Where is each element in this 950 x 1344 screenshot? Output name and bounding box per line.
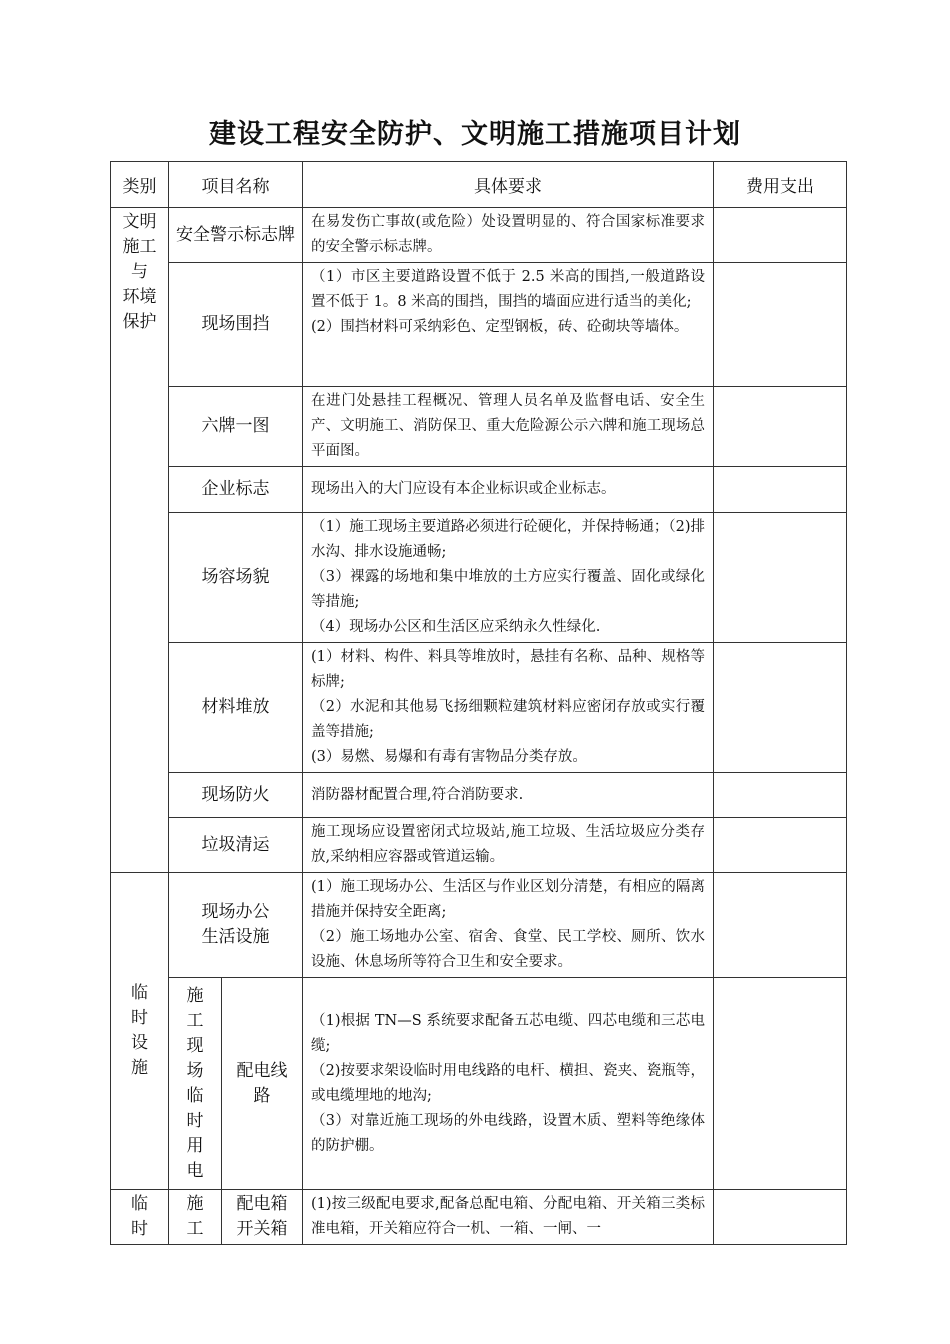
item-name: 现场办公 生活设施 [169,873,303,978]
requirement-text: 在进门处悬挂工程概况、管理人员名单及监督电话、安全生产、文明施工、消防保卫、重大危险源公示六牌和施工现场总平面图。 [303,387,714,467]
cost-cell [714,873,847,978]
item-name: 企业标志 [169,467,303,513]
table-row [111,263,847,387]
item-name: 配电箱 开关箱 [222,1190,303,1245]
requirement-text: (1）材料、构件、料具等堆放时，悬挂有名称、品种、规格等标牌; （2）水泥和其他易飞扬细颗粒建筑材料应密闭存放或实行覆盖等措施; (3）易燃、易爆和有毒有害物品分类存放。 [303,643,714,773]
table-row [111,1190,847,1245]
requirement-text: 施工现场应设置密闭式垃圾站,施工垃圾、生活垃圾应分类存放,采纳相应容器或管道运输。 [303,818,714,873]
table-row [111,208,847,263]
table-row [111,643,847,773]
requirement-text: (1)按三级配电要求,配备总配电箱、分配电箱、开关箱三类标准电箱，开关箱应符合一机、一箱、一闸、一 [303,1190,714,1245]
category-temporary-continued: 临 时 [111,1190,169,1245]
cost-cell [714,513,847,643]
document-title: 建设工程安全防护、文明施工措施项目计划 [209,119,741,150]
header-requirement: 具体要求 [303,162,714,208]
cost-cell [714,818,847,873]
requirement-text: 在易发伤亡事故(或危险）处设置明显的、符合国家标准要求的安全警示标志牌。 [303,208,714,263]
item-name: 垃圾清运 [169,818,303,873]
group-temporary-power: 施 工 现 场 临 时 用 电 [169,978,222,1190]
requirement-text: 消防器材配置合理,符合消防要求. [303,773,714,818]
cost-cell [714,263,847,387]
item-name: 安全警示标志牌 [169,208,303,263]
table-row [111,513,847,643]
table-row [111,467,847,513]
item-name: 材料堆放 [169,643,303,773]
requirement-text: (1）施工现场办公、生活区与作业区划分清楚，有相应的隔离措施并保持安全距离; （2）施工场地办公室、宿舍、食堂、民工学校、厕所、饮水设施、休息场所等符合卫生和安全要求。 [303,873,714,978]
table-row [111,818,847,873]
item-name: 现场防火 [169,773,303,818]
cost-cell [714,208,847,263]
cost-cell [714,387,847,467]
requirement-text: （1）施工现场主要道路必须进行砼硬化，并保持畅通；（2)排水沟、排水设施通畅; （3）裸露的场地和集中堆放的土方应实行覆盖、固化或绿化等措施; （4）现场办公区和生活区应采纳永久性绿化. [303,513,714,643]
cost-cell [714,643,847,773]
requirement-text: （1）市区主要道路设置不低于 2.5 米高的围挡,一般道路设置不低于 1。8 米高的围挡，围挡的墙面应进行适当的美化; (2）围挡材料可采纳彩色、定型钢板，砖、砼砌块等墙体。 [303,263,714,387]
item-name: 场容场貌 [169,513,303,643]
cost-cell [714,467,847,513]
requirement-text: （1)根据 TN—S 系统要求配备五芯电缆、四芯电缆和三芯电缆; （2)按要求架设临时用电线路的电杆、横担、瓷夹、瓷瓶等，或电缆埋地的地沟; （3）对靠近施工现场的外电线路，设置木质、塑料等绝缘体的防护棚。 [303,978,714,1190]
item-name: 配电线 路 [222,978,303,1190]
item-name: 六牌一图 [169,387,303,467]
table-row [111,873,847,978]
group-construction-continued: 施 工 [169,1190,222,1245]
table-row [111,978,847,1190]
category-civilized: 文明 施工 与 环境 保护 [111,208,169,873]
table-row [111,773,847,818]
header-cost: 费用支出 [714,162,847,208]
table-row [111,387,847,467]
header-row [111,162,847,208]
item-name: 现场围挡 [169,263,303,387]
plan-table [110,161,847,1245]
header-category: 类别 [111,162,169,208]
requirement-text: 现场出入的大门应设有本企业标识或企业标志。 [303,467,714,513]
header-item: 项目名称 [169,162,303,208]
cost-cell [714,773,847,818]
cost-cell [714,1190,847,1245]
category-temporary: 临 时 设 施 [111,873,169,1190]
cost-cell [714,978,847,1190]
